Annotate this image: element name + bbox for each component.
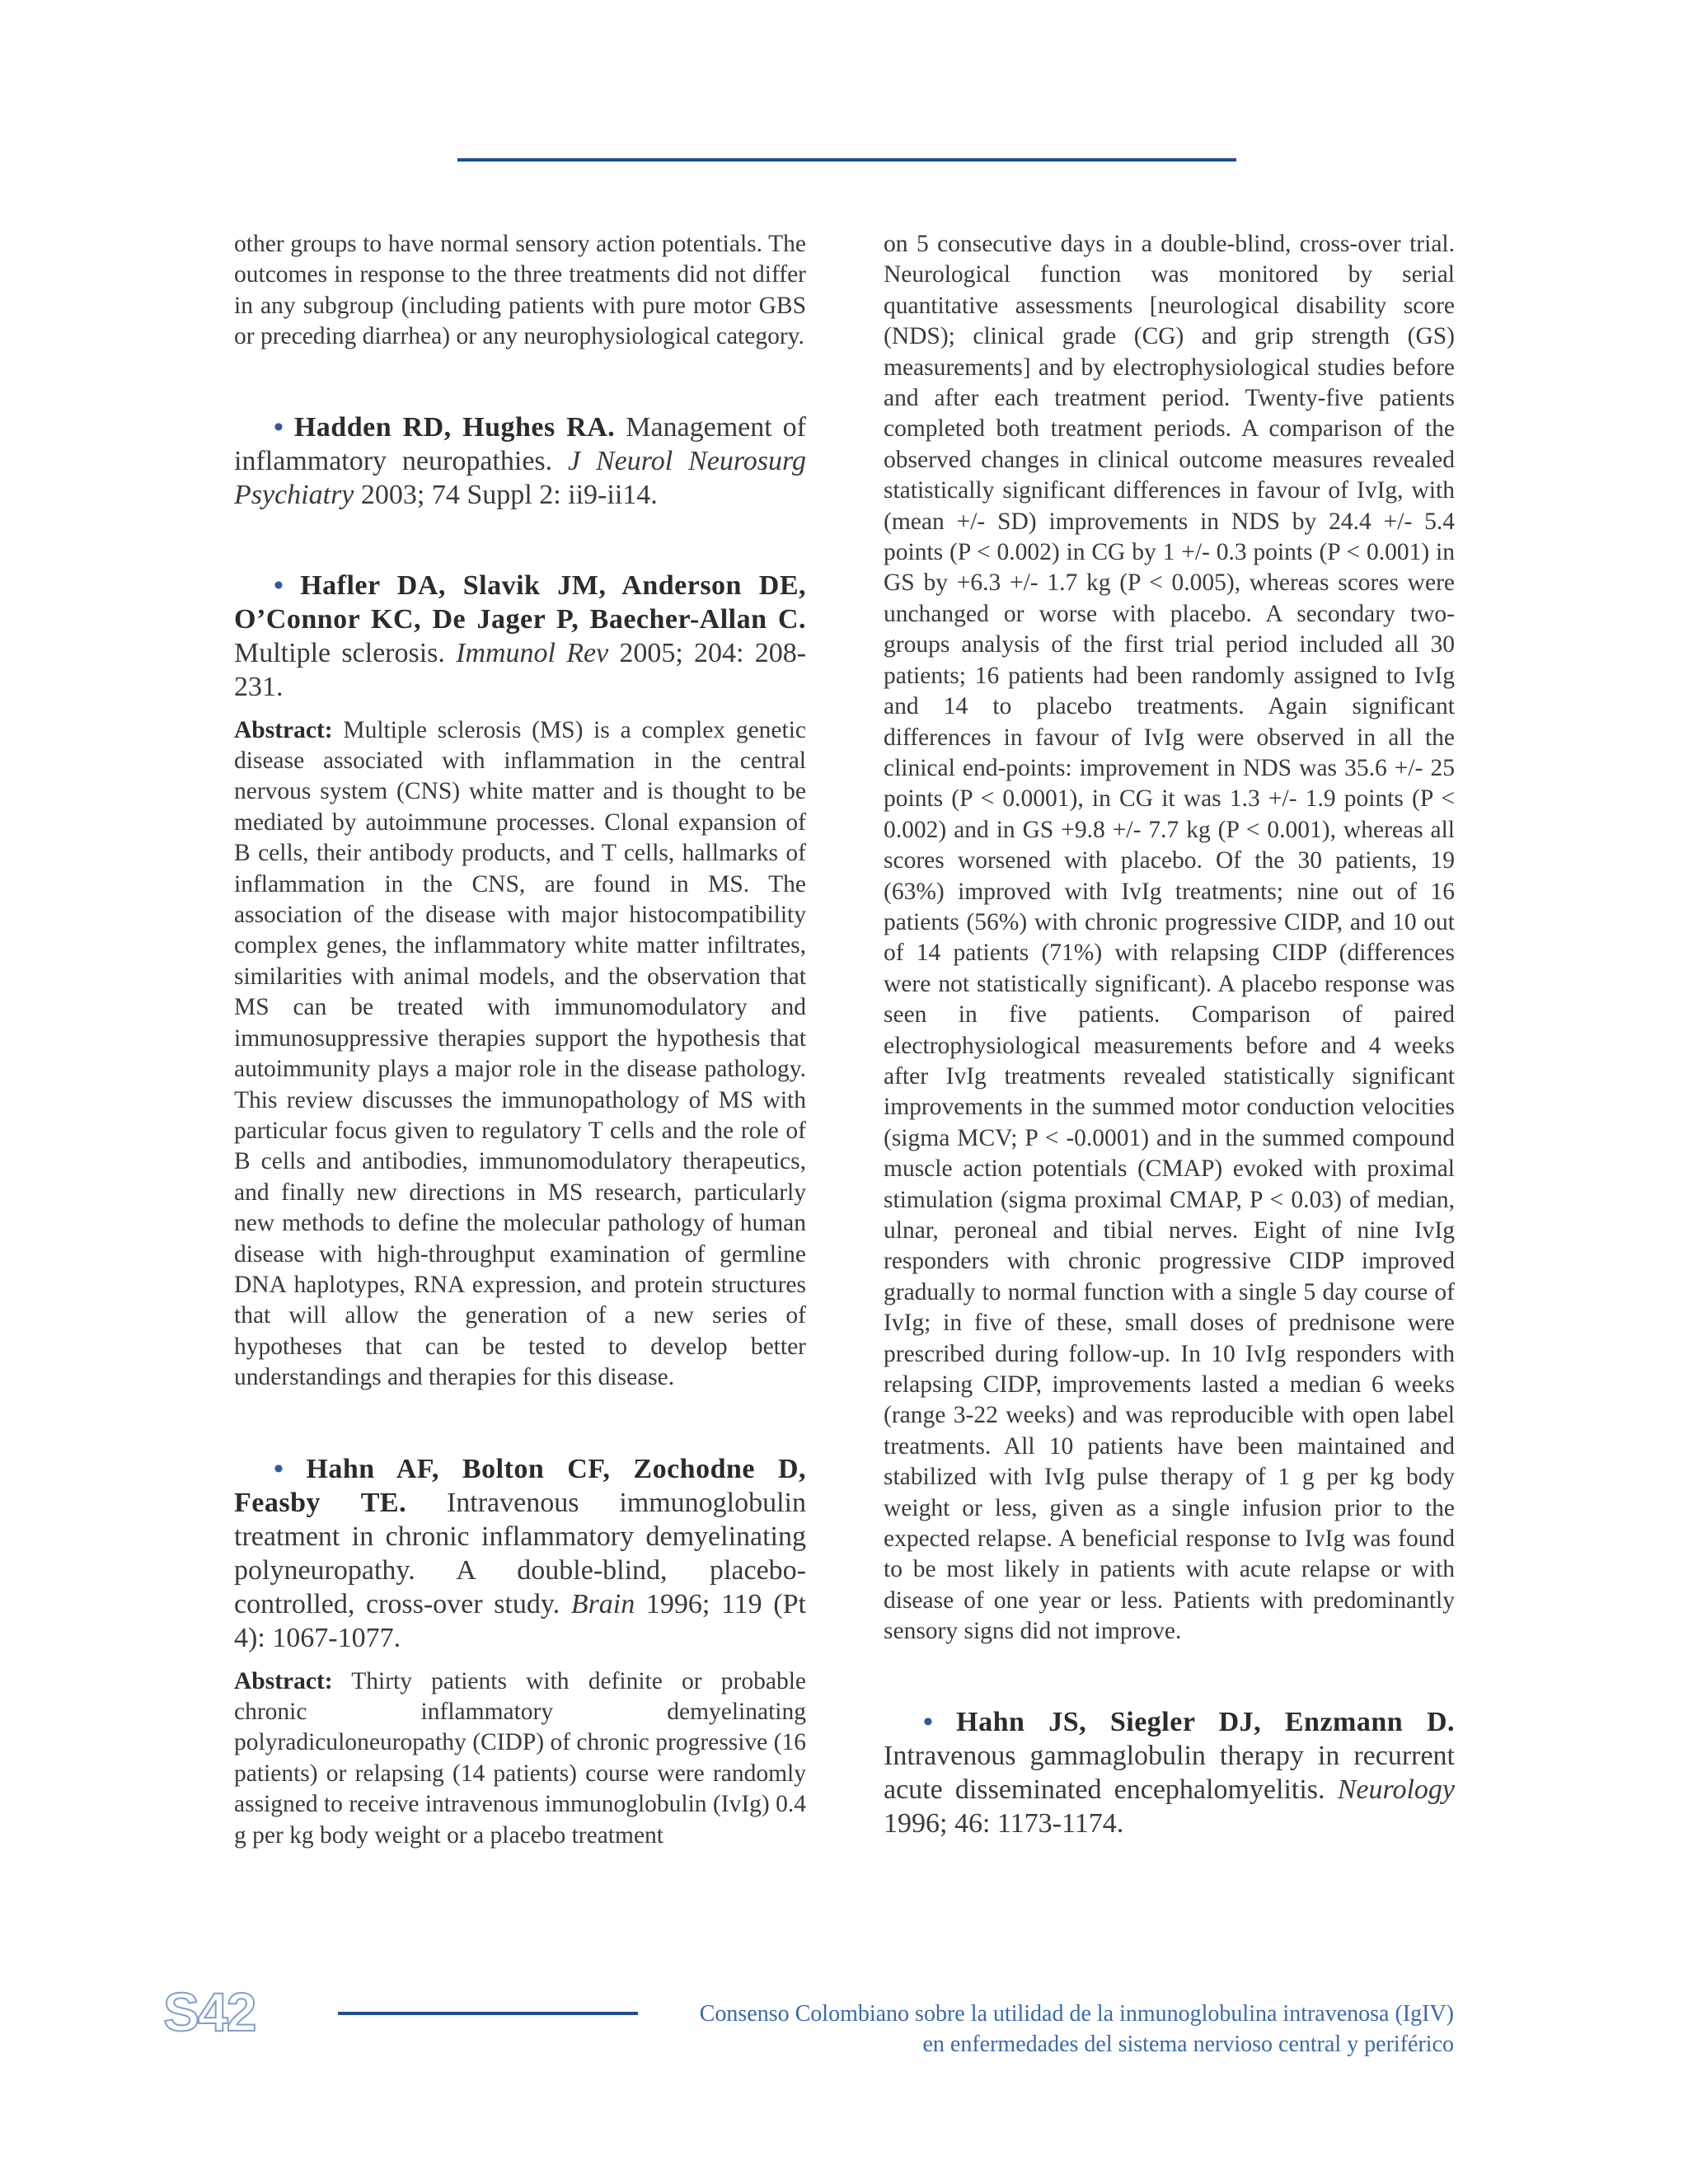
ref-authors: Hadden RD, Hughes RA. [293, 411, 616, 443]
ref-authors: Hahn AF, Bolton CF, Zochodne D, Feasby TE. [234, 1453, 806, 1518]
ref-title: Intravenous gammaglobulin therapy in recurrent acute disseminated encephalomyelitis. [884, 1740, 1455, 1805]
ref-title: Management of inflammatory neuropathies. [234, 411, 806, 476]
bullet-icon: • [923, 1706, 933, 1737]
ref-authors: Hafler DA, Slavik JM, Anderson DE, O’Connor KC, De Jager P, Baecher-Allan C. [234, 569, 806, 635]
abstract-continuation: other groups to have normal sensory action potentials. The outcomes in response to the three treatments did not differ in any subgroup (including patients with pure motor GBS or preceding diarrhea) or any neurophysiological category. [234, 231, 806, 350]
abstract-hahn-af [234, 1666, 806, 1851]
abstract-continuation: on 5 consecutive days in a double-blind, cross-over trial. Neurological function was monitored by serial quantitative assessments [neurological disability score (NDS); clinical grade (CG) and grip strength (GS) measurements] and by electrophysiological studies before and after each treatment period. Twenty-five patients completed both treatment periods. A comparison of the observed changes in clinical outcome measures revealed statistically significant differences in favour of IvIg, with (mean +/- SD) improvements in NDS by 24.4 +/- 5.4 points (P < 0.002) in CG by 1 +/- 0.3 points (P < 0.001) in GS by +6.3 +/- 1.7 kg (P < 0.005), whereas scores were unchanged or worse with placebo. A secondary two-groups analysis of the first trial period included all 30 patients; 16 patients had been randomly assigned to IvIg and 14 to placebo treatments. Again significant differences in favour of IvIg were observed in all the clinical end-points: improvement in NDS was 35.6 +/- 25 points (P < 0.0001), in CG it was 1.3 +/- 1.9 points (P < 0.002) and in GS +9.8 +/- 7.7 kg (P < 0.001), whereas all scores worsened with placebo. Of the 30 patients, 19 (63%) improved with IvIg treatments; nine out of 16 patients (56%) with chronic progressive CIDP, and 10 out of 14 patients (71%) with relapsing CIDP (differences were not statistically significant). A placebo response was seen in five patients. Comparison of paired electrophysiological measurements before and 4 weeks after IvIg treatments revealed statistically significant improvements in the summed motor conduction velocities (sigma MCV; P < -0.0001) and in the summed compound muscle action potentials (CMAP) evoked with proximal stimulation (sigma proximal CMAP, P < 0.03) of median, ulnar, peroneal and tibial nerves. Eight of nine IvIg responders with chronic progressive CIDP improved gradually to normal function with a single 5 day course of IvIg; in five of these, small doses of prednisone were prescribed during follow-up. In 10 IvIg responders with relapsing CIDP, improvements lasted a median 6 weeks (range 3-22 weeks) and was reproducible with open label treatments. All 10 patients have been maintained and stabilized with IvIg pulse therapy of 1 g per kg body weight or less, given as a single infusion prior to the expected relapse. A beneficial response to IvIg was found to be most likely in patients with acute relapse or with disease of one year or less. Patients with predominantly sensory signs did not improve. [884, 231, 1455, 1645]
ref-details: 2003; 74 Suppl 2: ii9-ii14. [354, 479, 658, 510]
ref-title: Multiple sclerosis. [234, 637, 457, 668]
ref-details: 2005; 204: 208-231. [234, 637, 807, 702]
footer-line-2: en enfermedades del sistema nervioso central y periférico [922, 2032, 1454, 2057]
header-rule [457, 158, 1236, 162]
bullet-icon: • [274, 411, 284, 443]
bullet-icon: • [274, 569, 284, 601]
bullet-icon: • [274, 1453, 284, 1484]
ref-title: Intravenous immunoglobulin treatment in chronic inflammatory demyelinating polyneuropathy. A double-blind, placebo-controlled, cross-over study. [234, 1487, 806, 1619]
reference-hahn-js [884, 1705, 1455, 1840]
abstract-hafler [234, 715, 806, 1394]
page-number: S42 [163, 1981, 256, 2042]
ref-journal: Brain [570, 1588, 635, 1619]
reference-hahn-af [234, 1452, 806, 1655]
ref-journal: J Neurol Neurosurg Psychiatry [234, 445, 806, 510]
ref-authors: Hahn JS, Siegler DJ, Enzmann D. [956, 1706, 1456, 1737]
abstract-label: Abstract: [234, 716, 333, 743]
ref-details: 1996; 46: 1173-1174. [884, 1807, 1124, 1839]
right-column [884, 229, 1455, 1840]
ref-journal: Immunol Rev [456, 637, 609, 668]
running-footer [700, 1999, 1454, 2060]
reference-hadden [234, 410, 806, 512]
abstract-text: Thirty patients with definite or probable chronic inflammatory demyelinating polyradiculoneuropathy (CIDP) of chronic progressive (16 patients) or relapsing (14 patients) course were randomly assigned to receive intravenous immunoglobulin (IvIg) 0.4 g per kg body weight or a placebo treatment [234, 1667, 806, 1849]
ref-journal: Neurology [1337, 1774, 1455, 1805]
abstract-label: Abstract: [234, 1667, 333, 1694]
ref-details: 1996; 119 (Pt 4): 1067-1077. [234, 1588, 806, 1653]
footer-line-1: Consenso Colombiano sobre la utilidad de la inmunoglobulina intravenosa (IgIV) [699, 2001, 1454, 2027]
reference-hafler [234, 569, 806, 704]
footer-rule [338, 2012, 638, 2015]
left-column [234, 229, 806, 1851]
abstract-text: Multiple sclerosis (MS) is a complex genetic disease associated with inflammation in the central nervous system (CNS) white matter and is thought to be mediated by autoimmune processes. Clonal expansion of B cells, their antibody products, and T cells, hallmarks of inflammation in the CNS, are found in MS. The association of the disease with major histocompatibility complex genes, the inflammatory white matter infiltrates, similarities with animal models, and the observation that MS can be treated with immunomodulatory and immunosuppressive therapies support the hypothesis that autoimmunity plays a major role in the disease pathology. This review discusses the immunopathology of MS with particular focus given to regulatory T cells and the role of B cells and antibodies, immunomodulatory therapeutics, and finally new directions in MS research, particularly new methods to define the molecular pathology of human disease with high-throughput examination of germline DNA haplotypes, RNA expression, and protein structures that will allow the generation of a new series of hypotheses that can be tested to develop better understandings and therapies for this disease. [234, 716, 806, 1391]
